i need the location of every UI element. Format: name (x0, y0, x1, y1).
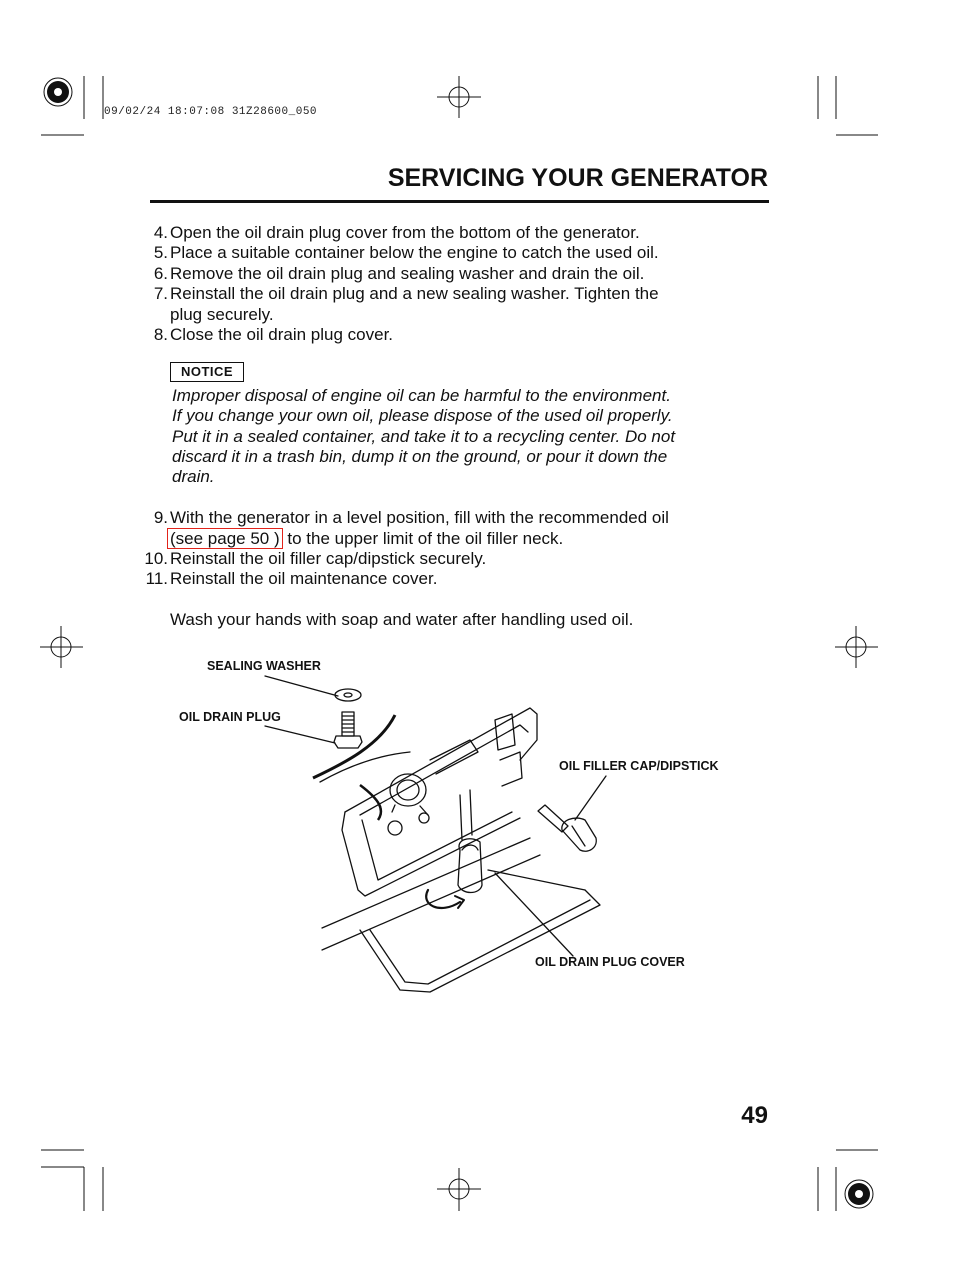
notice-label: NOTICE (170, 362, 244, 382)
notice-line: If you change your own oil, please dispose of the used oil properly. (172, 406, 673, 426)
oil-filler-cap-label: OIL FILLER CAP/DIPSTICK (559, 759, 719, 773)
notice-line: drain. (172, 467, 215, 487)
wash-hands-note: Wash your hands with soap and water after handling used oil. (170, 610, 634, 629)
notice-line: Improper disposal of engine oil can be harmful to the environment. (172, 386, 671, 405)
notice-line: discard it in a trash bin, dump it on the ground, or pour it down the (172, 446, 668, 466)
oil-drain-plug-label: OIL DRAIN PLUG (179, 710, 281, 724)
page-number: 49 (741, 1102, 768, 1129)
section-title: SERVICING YOUR GENERATOR (387, 164, 768, 192)
oil-drain-plug-cover-label: OIL DRAIN PLUG COVER (535, 955, 685, 969)
print-timestamp: 09/02/24 18:07:08 31Z28600_050 (104, 106, 318, 118)
page-50-link[interactable]: (see page 50 ) (167, 528, 283, 549)
step-text: to the upper limit of the oil filler neck. (282, 529, 564, 548)
sealing-washer-label: SEALING WASHER (207, 659, 321, 673)
notice-line: Put it in a sealed container, and take it to a recycling center. Do not (172, 426, 676, 446)
